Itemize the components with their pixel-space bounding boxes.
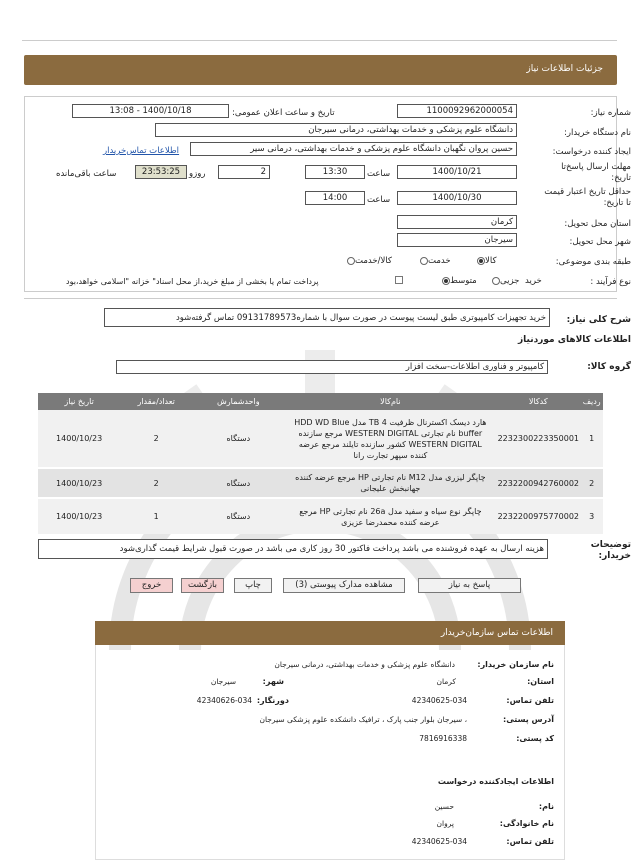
col-code: کدکالا — [528, 397, 548, 406]
province-field: کرمان — [397, 215, 517, 229]
deadline-time-label: ساعت — [367, 169, 391, 179]
deadline-label: مهلت ارسال پاسخ‌تا تاریخ: — [561, 162, 631, 183]
category-label: طبقه بندی موضوعی: — [555, 257, 631, 267]
back-button[interactable]: بازگشت — [181, 578, 224, 593]
phone-label: تلفن تماس: — [506, 696, 554, 705]
creator-phone-label: تلفن تماس: — [506, 837, 554, 846]
top-divider — [22, 40, 617, 41]
col-date: تاریخ نیاز — [64, 397, 94, 406]
reply-button[interactable]: پاسخ به نیاز — [418, 578, 521, 593]
creator-label: ایجاد کننده درخواست: — [552, 147, 631, 157]
city-contact-label: شهر: — [262, 677, 284, 686]
table-row — [38, 410, 603, 468]
family-value: پروان — [436, 819, 454, 828]
remaining-label: ساعت باقی‌مانده — [56, 169, 117, 179]
province-label: استان محل تحویل: — [564, 219, 631, 229]
cell-row: 2 — [589, 478, 595, 488]
header-title: جزئیات اطلاعات نیاز — [526, 64, 603, 74]
cell-date: 1400/10/23 — [56, 512, 103, 521]
goods-group-field: کامپیوتر و فناوری اطلاعات-سخت افزار — [116, 360, 548, 374]
process-label: نوع فرآیند : — [590, 277, 631, 287]
col-row: ردیف — [582, 397, 601, 406]
process-partial-label: جزیی — [500, 276, 520, 286]
address-value: ، سیرجان بلوار جنب پارک ، ترافیک دانشکده علوم پزشکی سیرجان — [259, 715, 467, 724]
checkbox-icon[interactable] — [395, 276, 403, 284]
cell-code: 2232300223350001 — [497, 434, 579, 443]
validity-time-field: 14:00 — [305, 191, 365, 205]
announce-label: تاریخ و ساعت اعلان عمومی: — [232, 108, 335, 118]
radio-icon[interactable] — [442, 277, 450, 285]
city-contact-value: سیرجان — [210, 677, 236, 686]
need-number-label: شماره نیاز: — [590, 108, 631, 118]
fax-value: 42340626-034 — [196, 696, 252, 705]
col-unit: واحدشمارش — [217, 397, 260, 406]
goods-section-title: اطلاعات کالاهای موردنیاز — [517, 335, 631, 345]
deadline-date-field: 1400/10/21 — [397, 165, 517, 179]
table-row — [38, 498, 603, 534]
category-both-label: کالا/خدمت — [355, 256, 392, 266]
treasury-checkbox[interactable] — [395, 275, 403, 285]
cell-unit: دستگاه — [226, 478, 251, 488]
days-label: روزو — [189, 169, 206, 179]
radio-icon[interactable] — [347, 257, 355, 265]
buyer-field: دانشگاه علوم پزشکی و خدمات بهداشتی، درمانی سیرجان — [155, 123, 517, 137]
cell-date: 1400/10/23 — [56, 434, 103, 443]
radio-icon[interactable] — [492, 277, 500, 285]
creator-section-title: اطلاعات ایجادکننده درخواست — [437, 777, 554, 786]
name-value: حسین — [434, 802, 454, 811]
print-button[interactable]: چاپ — [234, 578, 272, 593]
validity-date-field: 1400/10/30 — [397, 191, 517, 205]
cell-unit: دستگاه — [226, 434, 251, 443]
validity-time-label: ساعت — [367, 195, 391, 205]
announce-field: 1400/10/18 - 13:08 — [72, 104, 229, 118]
goods-group-label: گروه کالا: — [587, 362, 631, 372]
description-field: خرید تجهیزات کامپیوتری طبق لیست پیوست در صورت سوال با شماره09131789573 تماس گرفته‌شود — [104, 308, 550, 327]
cell-name: چاپگر لیزری مدل M12 نام تجارتی HP مرجع عرضه کننده جهانبخش علیجانی — [295, 473, 486, 493]
postal-value: 7816916338 — [419, 734, 467, 743]
cell-qty: 1 — [153, 512, 159, 521]
process-partial-option[interactable] — [490, 276, 519, 286]
category-service-label: خدمت — [428, 256, 451, 266]
cell-qty: 2 — [153, 478, 159, 488]
exit-button[interactable]: خروج — [130, 578, 173, 593]
deadline-time-field: 13:30 — [305, 165, 365, 179]
validity-label: حداقل تاریخ اعتبار قیمت تا تاریخ: — [544, 187, 631, 208]
page-header — [24, 55, 617, 85]
cell-name: چاپگر نوع سیاه و سفید مدل 26a نام تجارتی HP مرجع عرضه کننده محمدرضا عزیزی — [299, 506, 482, 527]
city-field: سیرجان — [397, 233, 517, 247]
process-medium-label: متوسط — [450, 276, 477, 286]
org-label: نام سازمان خریدار: — [477, 660, 554, 669]
radio-icon[interactable] — [477, 257, 485, 265]
buyer-label: نام دستگاه خریدار: — [564, 128, 631, 138]
treasury-note: پرداخت تمام یا بخشی از مبلغ خرید،از محل اسناد" خزانه "اسلامی خواهد،بود — [66, 277, 319, 286]
radio-icon[interactable] — [420, 257, 428, 265]
cell-row: 3 — [589, 512, 595, 521]
org-value: دانشگاه علوم پزشکی و خدمات بهداشتی، درمانی سیرجان — [274, 660, 455, 669]
process-medium-option[interactable] — [440, 276, 477, 286]
cell-code: 2232200975770002 — [497, 512, 579, 521]
remaining-time-field: 23:53:25 — [135, 165, 187, 179]
buyer-note-field: هزینه ارسال به عهده فروشنده می باشد پرداخت فاکتور 30 روز کاری می باشد در صورت قبول شرایط قیمت گذاری‌شود — [38, 539, 548, 559]
city-label: شهر محل تحویل: — [569, 237, 631, 247]
contact-title: اطلاعات تماس سازمان‌خریدار — [440, 628, 553, 638]
family-label: نام خانوادگی: — [499, 819, 554, 828]
creator-phone-value: 42340625-034 — [411, 837, 467, 846]
phone-value: 42340625-034 — [411, 696, 467, 705]
buyer-note-label: توضیحات خریدار: — [590, 540, 631, 561]
name-label: نام: — [538, 802, 554, 811]
creator-field: حسین پروان نگهبان دانشگاه علوم پزشکی و خدمات بهداشتی، درمانی سیر — [190, 142, 517, 156]
category-goods-option[interactable] — [475, 256, 496, 266]
contact-header — [95, 621, 565, 645]
contact-panel — [95, 645, 565, 860]
address-label: آدرس پستی: — [503, 715, 554, 724]
province-contact-value: کرمان — [436, 677, 456, 686]
cell-row: 1 — [589, 434, 595, 443]
cell-code: 2232200942760002 — [497, 478, 579, 488]
cell-qty: 2 — [153, 434, 159, 443]
view-documents-button[interactable]: مشاهده مدارک پیوستی (3) — [283, 578, 405, 593]
description-label: شرح کلی نیاز: — [566, 315, 631, 325]
postal-label: کد پستی: — [516, 734, 554, 743]
category-both-option[interactable] — [345, 256, 392, 266]
divider — [24, 298, 617, 299]
process-buy: خرید — [525, 276, 542, 286]
contact-link[interactable]: اطلاعات تماس‌خریدار — [103, 146, 180, 156]
cell-name: هارد دیسک اکسترنال ظرفیت 4 TB مدل HDD WD Blue buffer نام تجارتی WESTERN DIGITAL مرجع سازنده WESTERN DIGITAL کشور سازنده تایلند مرجع عرضه کننده سپهر تجارت رانا — [294, 417, 487, 460]
province-contact-label: استان: — [527, 677, 554, 686]
table-row — [38, 468, 603, 498]
days-field: 2 — [218, 165, 270, 179]
category-goods-label: کالا — [485, 256, 497, 266]
cell-unit: دستگاه — [226, 512, 251, 521]
col-qty: تعداد/مقدار — [137, 397, 175, 406]
category-service-option[interactable] — [418, 256, 451, 266]
col-name: نام‌کالا — [380, 397, 401, 406]
fax-label: دورنگار: — [256, 696, 289, 705]
need-number-field: 1100092962000054 — [397, 104, 517, 118]
cell-date: 1400/10/23 — [56, 478, 103, 488]
goods-table — [38, 393, 603, 534]
